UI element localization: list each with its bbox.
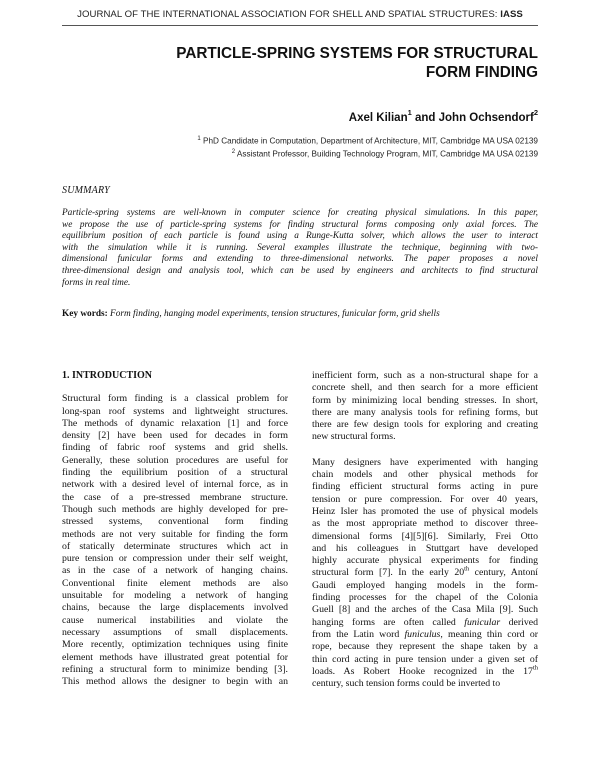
body-line: refining a structural form to minimize bending [3].: [62, 663, 288, 675]
header-rule: [62, 25, 538, 26]
author-1: Axel Kilian: [348, 111, 408, 124]
body-line: of statically determinate structures which act in: [62, 540, 288, 552]
body-line: as the most appropriate method to discover three-: [312, 518, 538, 530]
abstract-line: forms in real time.: [62, 277, 131, 288]
body-line: stressed systems, conventional form finding: [62, 516, 288, 528]
affiliation-2: [197, 147, 538, 160]
body-line: century, such tension forms could be inverted to: [312, 678, 501, 690]
abstract-line: three-dimensional design and analysis tool, which can be used by engineers and architects to find structural: [62, 265, 538, 276]
keywords-text: Form finding, hanging model experiments, tension structures, funicular form, grid shells: [107, 309, 440, 319]
body-line: Many designers have experimented with hanging: [312, 456, 538, 468]
paper-title: [98, 44, 538, 82]
title-line-1: PARTICLE-SPRING SYSTEMS FOR STRUCTURAL: [176, 45, 538, 62]
keywords: [62, 309, 538, 319]
body-line: cause numerical instabilities and violate the: [62, 614, 288, 626]
left-column: [62, 370, 288, 688]
body-line: necessary assumptions of small displacements.: [62, 626, 288, 638]
abstract-line: with the simulation while it is running. Several examples illustrate the technique, beginning with two-: [62, 242, 538, 253]
abstract-line: equilibrium position of each particle is found using a Runge-Kutta solver, which allows the user to interact: [62, 231, 538, 242]
body-line: methods are not very suitable for finding the form: [62, 528, 288, 540]
summary-heading: SUMMARY: [62, 185, 110, 196]
journal-header: [62, 9, 538, 20]
body-text: , meaning thin cord or: [440, 628, 538, 640]
body-line: rope, because they represent the shape taken by a: [312, 641, 538, 653]
author-1-sup: 1: [407, 108, 412, 117]
body-text: loads. As Robert Hooke recognized in the 17: [312, 665, 533, 677]
right-column: [312, 370, 538, 690]
body-line: highly accurate physical experiments for finding: [312, 555, 538, 567]
body-line: Though such methods are highly developed for pre-: [62, 503, 288, 515]
body-line: pure tension or compression under their self weight,: [62, 553, 288, 565]
author-2-sup: 2: [533, 108, 538, 117]
section-heading: 1. INTRODUCTION: [62, 370, 153, 381]
body-line: long-span roof systems and lightweight structures.: [62, 405, 288, 417]
affiliations: [197, 134, 538, 160]
affiliation-1-sup: 1: [197, 136, 201, 142]
body-line: [312, 666, 538, 678]
body-line: density [2] have been used for decades in form: [62, 430, 288, 442]
body-line: concrete shell, and then search for a more efficient: [312, 382, 538, 394]
author-2: John Ochsendorf: [438, 111, 534, 124]
body-line: More recently, optimization techniques using finite: [62, 639, 288, 651]
affiliation-1: [197, 134, 538, 147]
abstract-line: dimensional funicular forms and extending to three-dimensional networks. The paper proposes a novel: [62, 254, 538, 265]
journal-abbr: IASS: [500, 9, 523, 20]
body-line: chain models and other physical methods for: [312, 469, 538, 481]
authors: [349, 109, 538, 124]
abstract: [62, 208, 538, 289]
ordinal-sup: th: [464, 566, 470, 574]
affiliation-2-text: Assistant Professor, Building Technology Program, MIT, Cambridge MA USA 02139: [235, 149, 538, 159]
body-line: Structural form finding is a classical problem for: [62, 393, 288, 405]
affiliation-2-sup: 2: [231, 149, 236, 156]
body-line: finding of fabric roof systems and grid shells.: [62, 442, 288, 454]
title-line-2: FORM FINDING: [425, 64, 538, 81]
body-text: hanging forms are often called: [312, 616, 465, 628]
body-line: Heinz Isler has promoted the use of physical models: [312, 505, 538, 517]
body-text: structural form [7]. In the early 20: [312, 567, 465, 579]
body-text: from the Latin word: [312, 628, 405, 640]
body-text: derived: [500, 616, 539, 628]
paragraph-gap: [312, 444, 538, 457]
author-and: and: [411, 111, 439, 124]
body-line: chains, because the large displacements involved: [62, 602, 288, 614]
keywords-label: Key words:: [62, 309, 108, 319]
affiliation-1-text: PhD Candidate in Computation, Department of Architecture, MIT, Cambridge MA USA 02139: [200, 136, 538, 146]
body-line: inefficient form, such as a non-structural shape for a: [312, 370, 538, 381]
body-line: tension or pure compression. For over 40 years,: [312, 493, 538, 505]
body-line: Conventional finite element methods are also: [62, 577, 288, 589]
journal-name: JOURNAL OF THE INTERNATIONAL ASSOCIATION FOR SHELL AND SPATIAL STRUCTURES:: [77, 9, 498, 20]
body-line: there are few design tools for exploring and creating: [312, 419, 538, 431]
body-line: dimensional forms [4][5][6]. Similarly, Frei Otto: [312, 530, 538, 542]
body-line: The methods of dynamic relaxation [1] and force: [62, 417, 288, 429]
body-line: finding efficient structural forms acting in pure: [312, 481, 538, 493]
body-line: and his colleagues in Stuttgart have developed: [312, 542, 538, 554]
body-line: Gaudi employed hanging models in the form-: [312, 579, 538, 591]
body-line: the case of a pre-stressed membrane structure.: [62, 491, 288, 503]
body-italic: funiculus: [404, 628, 441, 640]
body-line: form by minimizing local bending stresses. In short,: [312, 394, 538, 406]
body-line: This method allows the designer to begin with an: [62, 676, 288, 688]
body-line: as in the case of a network of hanging chains.: [62, 565, 288, 577]
body-line: Generally, these solution procedures are useful for: [62, 454, 288, 466]
body-line: [312, 629, 538, 641]
body-line: finding the equilibrium position of a structural: [62, 467, 288, 479]
body-line: [312, 617, 538, 629]
body-line: unsuitable for modeling a network of hanging: [62, 590, 288, 602]
abstract-line: Particle-spring systems are well-known in computer science for creating physical simulations. In this paper,: [62, 208, 538, 218]
body-line: thin cord acting in pure tension under a given set of: [312, 653, 538, 665]
body-line: network with a desired level of internal force, as in: [62, 479, 288, 491]
body-text: century, Antoní: [469, 567, 538, 579]
body-line: Guell [8] and the arches of the Casa Mila [9]. Such: [312, 604, 538, 616]
body-italic: funicular: [464, 616, 501, 628]
body-line: finding processes for the chapel of the Colonia: [312, 592, 538, 604]
ordinal-sup: th: [532, 664, 538, 672]
abstract-line: we propose the use of particle-spring systems for finding structural forms composing only axial forces. The: [62, 219, 538, 230]
body-line: [312, 567, 538, 579]
body-line: element methods have illustrated great potential for: [62, 651, 288, 663]
body-line: there are many analysis tools for refining forms, but: [312, 406, 538, 418]
body-line: new structural forms.: [312, 431, 396, 443]
